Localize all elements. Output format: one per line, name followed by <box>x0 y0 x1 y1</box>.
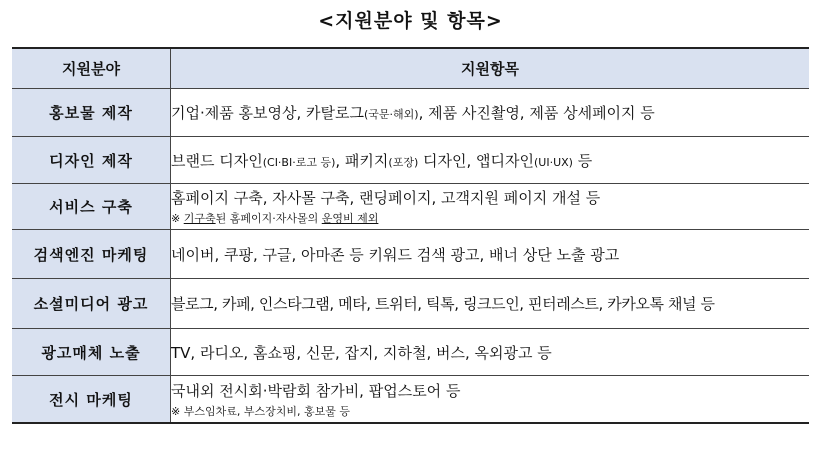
category-cell: 디자인 제작 <box>12 137 171 184</box>
item-text: 등 <box>572 151 593 170</box>
table-header-row <box>12 48 809 89</box>
note-mark: ※ <box>171 212 184 225</box>
item-text: 홈페이지 구축, 자사몰 구축, 랜딩페이지, 고객지원 페이지 개설 등 <box>171 189 601 207</box>
support-table <box>12 47 809 424</box>
items-cell <box>171 376 810 424</box>
note-underlined: 운영비 제외 <box>321 212 379 225</box>
item-text: 국내외 전시회·박람회 참가비, 팝업스토어 등 <box>171 381 461 400</box>
category-cell: 홍보물 제작 <box>12 89 171 137</box>
note-text: 된 홈페이지·자사몰의 <box>215 212 322 225</box>
table-row <box>12 279 809 329</box>
items-cell <box>171 184 810 230</box>
category-cell: 전시 마케팅 <box>12 376 171 424</box>
category-cell: 소셜미디어 광고 <box>12 279 171 329</box>
category-cell: 검색엔진 마케팅 <box>12 230 171 279</box>
item-text: 디자인, 앱디자인 <box>418 151 534 170</box>
note-underlined: 기구축 <box>183 212 216 225</box>
table-row <box>12 376 809 424</box>
items-cell: 블로그, 카페, 인스타그램, 메타, 트위터, 틱톡, 링크드인, 핀터레스트, 카카오톡 채널 등 <box>171 279 810 329</box>
table-row <box>12 89 809 137</box>
item-text: , 제품 사진촬영, 제품 상세페이지 등 <box>418 104 655 122</box>
item-note: ※ 부스임차료, 부스장치비, 홍보물 등 <box>171 404 350 418</box>
item-text: , 패키지 <box>335 151 389 170</box>
items-cell <box>171 137 810 184</box>
header-category: 지원분야 <box>12 48 171 89</box>
page-title: <지원분야 및 항목> <box>318 10 503 32</box>
table-row <box>12 137 809 184</box>
items-cell <box>171 89 810 137</box>
category-cell: 광고매체 노출 <box>12 329 171 376</box>
item-small-text: (CI·BI·로고 등) <box>262 155 336 169</box>
table-row <box>12 184 809 230</box>
item-small-text: (UI·UX) <box>534 155 573 169</box>
table-row <box>12 230 809 279</box>
item-small-text: (포장) <box>388 155 419 169</box>
item-text: 브랜드 디자인 <box>171 151 263 170</box>
item-text: 기업·제품 홍보영상, 카탈로그 <box>171 104 364 122</box>
table-row <box>12 329 809 376</box>
items-cell: 네이버, 쿠팡, 구글, 아마존 등 키워드 검색 광고, 배너 상단 노출 광고 <box>171 230 810 279</box>
header-items: 지원항목 <box>171 48 810 89</box>
category-cell: 서비스 구축 <box>12 184 171 230</box>
item-note <box>171 210 809 226</box>
items-cell: TV, 라디오, 홈쇼핑, 신문, 잡지, 지하철, 버스, 옥외광고 등 <box>171 329 810 376</box>
item-small-text: (국문·해외) <box>363 108 419 121</box>
